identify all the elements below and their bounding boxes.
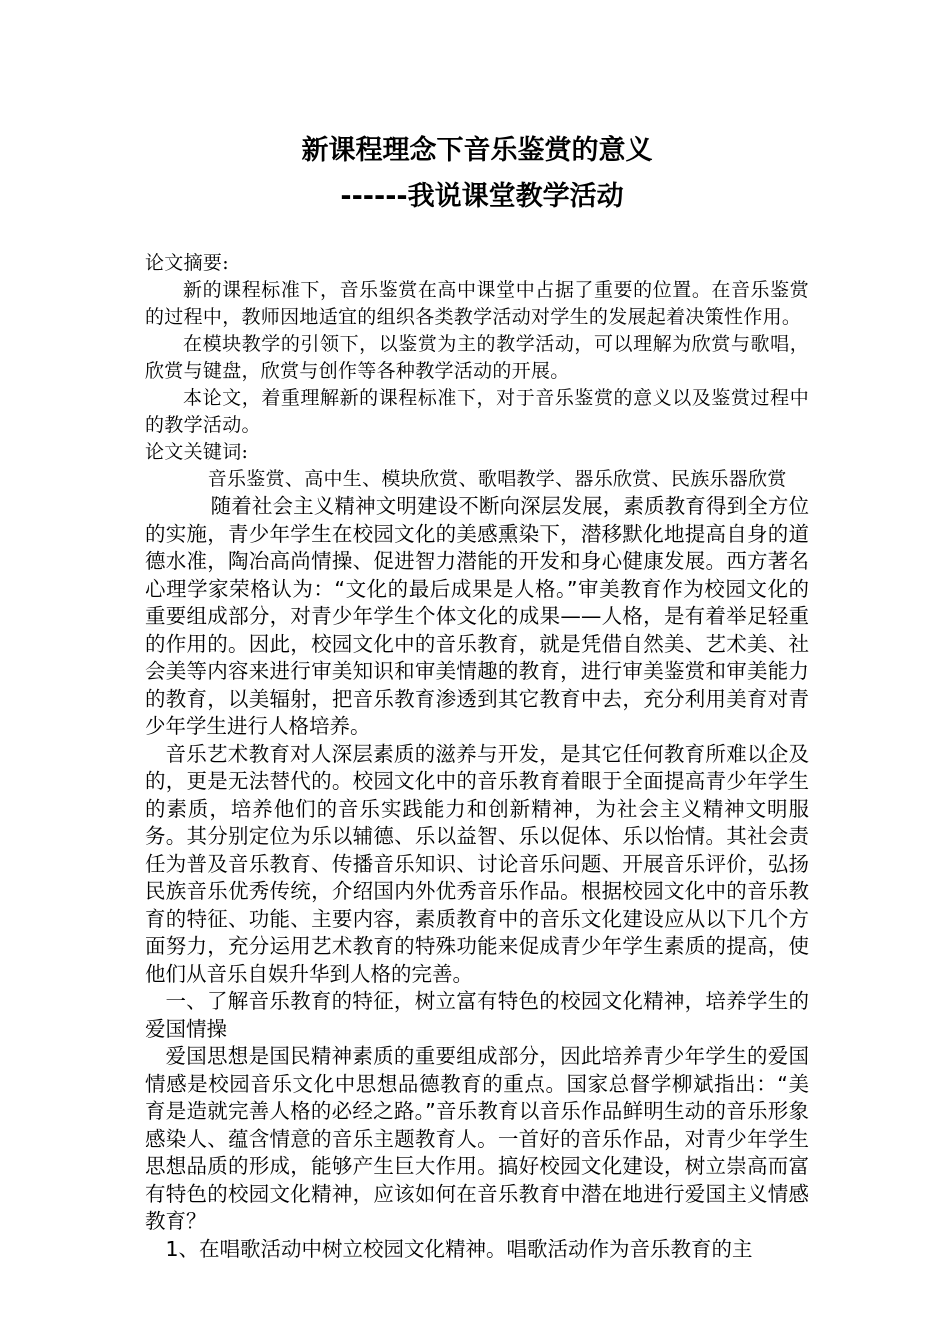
- body-paragraph: 随着社会主义精神文明建设不断向深层发展，素质教育得到全方位的实施，青少年学生在校园文化的美感熏染下，潜移默化地提高自身的道德水准，陶冶高尚情操、促进智力潜能的开发和身心健康发展。西方著名心理学家荣格认为：“文化的最后成果是人格。”审美教育作为校园文化的重要组成部分，对青少年学生个体文化的成果——人格，是有着举足轻重的作用的。因此，校园文化中的音乐教育，就是凭借自然美、艺术美、社会美等内容来进行审美知识和审美情趣的教育，进行审美鉴赏和审美能力的教育，以美辐射，把音乐教育渗透到其它教育中去，充分利用美育对青少年学生进行人格培养。: [145, 494, 809, 738]
- keywords-heading: 论文关键词:: [145, 441, 249, 463]
- body-paragraph: 爱国思想是国民精神素质的重要组成部分，因此培养青少年学生的爱国情感是校园音乐文化中思想品德教育的重点。国家总督学柳斌指出：“美育是造就完善人格的必经之路。”音乐教育以音乐作品鲜明生动的音乐形象感染人、蕴含情意的音乐主题教育人。一首好的音乐作品，对青少年学生思想品质的形成，能够产生巨大作用。搞好校园文化建设，树立崇高而富有特色的校园文化精神，应该如何在音乐教育中潜在地进行爱国主义情感教育？: [145, 1044, 809, 1233]
- keywords-text: 音乐鉴赏、高中生、模块欣赏、歌唱教学、器乐欣赏、民族乐器欣赏: [207, 468, 787, 490]
- document-page: [145, 128, 809, 1263]
- abstract-heading: 论文摘要:: [145, 252, 229, 274]
- body-paragraph: 音乐艺术教育对人深层素质的滋养与开发，是其它任何教育所难以企及的，更是无法替代的。校园文化中的音乐教育着眼于全面提高青少年学生的素质，培养他们的音乐实践能力和创新精神，为社会主义精神文明服务。其分别定位为乐以辅德、乐以益智、乐以促体、乐以怡情。其社会责任为普及音乐教育、传播音乐知识、讨论音乐问题、开展音乐评价，弘扬民族音乐优秀传统，介绍国内外优秀音乐作品。根据校园文化中的音乐教育的特征、功能、主要内容，素质教育中的音乐文化建设应从以下几个方面努力，充分运用艺术教育的特殊功能来促成青少年学生素质的提高，使他们从音乐自娱升华到人格的完善。: [145, 741, 809, 986]
- abstract-paragraph: 在模块教学的引领下，以鉴赏为主的教学活动，可以理解为欣赏与歌唱，欣赏与键盘，欣赏与创作等各种教学活动的开展。: [145, 333, 809, 382]
- abstract-paragraph: 本论文，着重理解新的课程标准下，对于音乐鉴赏的意义以及鉴赏过程中的教学活动。: [145, 387, 809, 436]
- abstract-paragraph: 新的课程标准下，音乐鉴赏在高中课堂中占据了重要的位置。在音乐鉴赏的过程中，教师因地适宜的组织各类教学活动对学生的发展起着决策性作用。: [145, 279, 809, 328]
- abstract-section: [145, 250, 809, 493]
- body-section: [145, 493, 809, 1263]
- document-subtitle: ------我说课堂教学活动: [340, 181, 624, 212]
- body-paragraph: 1、在唱歌活动中树立校园文化精神。唱歌活动作为音乐教育的主: [165, 1236, 753, 1261]
- document-title: 新课程理念下音乐鉴赏的意义: [301, 135, 653, 166]
- section-heading: 一、了解音乐教育的特征，树立富有特色的校园文化精神，培养学生的爱国情操: [145, 989, 809, 1041]
